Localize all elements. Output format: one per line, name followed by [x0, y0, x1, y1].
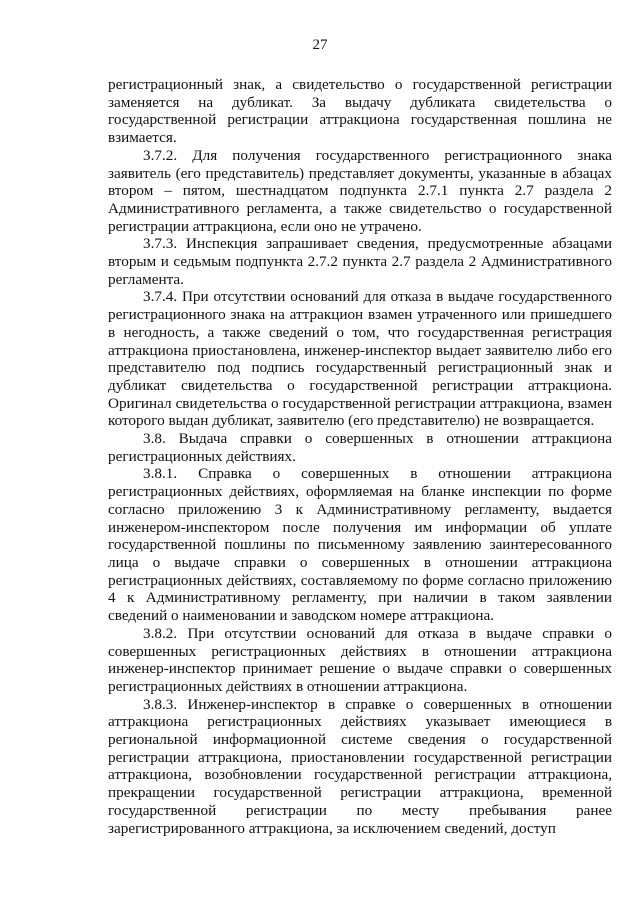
paragraph-3-7-2: 3.7.2. Для получения государственного регистрационного знака заявитель (его представитель) представляет документы, указанные в абзацах втором – пятом, шестнадцатом подпункта 2.7.1 пункта 2.7 раздела 2 Административного регламента, а также свидетельство о государственной регистрации аттракциона, если оно не утрачено. — [108, 146, 612, 235]
paragraph-continuation: регистрационный знак, а свидетельство о государственной регистрации заменяется на дубликат. За выдачу дубликата свидетельства о государственной регистрации аттракциона государственная пошлина не взимается. — [108, 76, 612, 147]
paragraph-3-8-2: 3.8.2. При отсутствии оснований для отказа в выдаче справки о совершенных регистрационных действиях в отношении аттракциона инженер-инспектор принимает решение о выдаче справки о совершенных регистрационных действиях в отношении аттракциона. — [108, 624, 612, 695]
paragraph-3-8-3: 3.8.3. Инженер-инспектор в справке о совершенных в отношении аттракциона регистрационных действиях указывает имеющиеся в региональной информационной системе сведения о государственной регистрации аттракциона, приостановлении государственной регистрации аттракциона, возобновлении государственной регистрации аттракциона, прекращении государственной регистрации аттракциона, временной государственной регистрации по месту пребывания ранее зарегистрированного аттракциона, за исключением сведений, доступ — [108, 695, 612, 837]
paragraph-3-8-1: 3.8.1. Справка о совершенных в отношении аттракциона регистрационных действиях, оформляемая на бланке инспекции по форме согласно приложению 3 к Административному регламенту, выдается инженером-инспектором после получения им информации об уплате государственной пошлины по письменному заявлению заинтересованного лица о выдаче справки о совершенных в отношении аттракциона регистрационных действиях, составляемому по форме согласно приложению 4 к Административному регламенту, при наличии в таком заявлении сведений о наименовании и заводском номере аттракциона. — [108, 465, 612, 625]
paragraph-3-7-4: 3.7.4. При отсутствии оснований для отказа в выдаче государственного регистрационного знака на аттракцион взамен утраченного или пришедшего в негодность, а также сведений о том, что государственная регистрация аттракциона приостановлена, инженер-инспектор выдает заявителю либо его представителю под подпись государственный регистрационный знак и дубликат свидетельства о государственной регистрации аттракциона. Оригинал свидетельства о государственной регистрации аттракциона, взамен которого выдан дубликат, заявителю (его представителю) не возвращается. — [108, 288, 612, 430]
document-body — [108, 76, 612, 837]
paragraph-3-7-3: 3.7.3. Инспекция запрашивает сведения, предусмотренные абзацами вторым и седьмым подпункта 2.7.2 пункта 2.7 раздела 2 Административного регламента. — [108, 235, 612, 288]
page-number: 27 — [312, 37, 328, 53]
paragraph-3-8: 3.8. Выдача справки о совершенных в отношении аттракциона регистрационных действиях. — [108, 430, 612, 465]
